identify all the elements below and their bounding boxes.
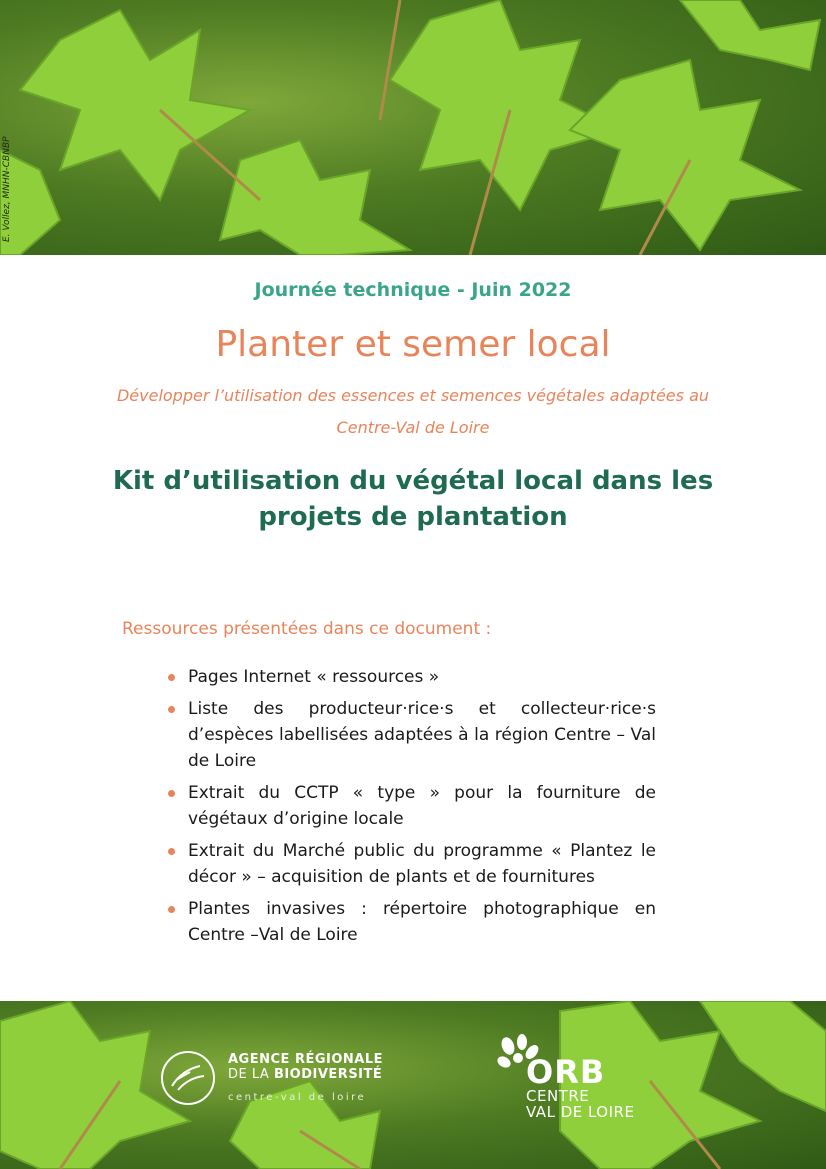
arb-line-1: AGENCE RÉGIONALE bbox=[228, 1052, 383, 1067]
list-item bbox=[166, 696, 656, 774]
arb-logo bbox=[160, 1046, 400, 1116]
list-item bbox=[166, 838, 656, 890]
arb-line-2-bold: BIODIVERSITÉ bbox=[273, 1067, 383, 1082]
list-item bbox=[166, 896, 656, 948]
bullet-icon bbox=[168, 790, 175, 797]
main-title: Planter et semer local bbox=[215, 324, 611, 365]
bullet-icon bbox=[168, 674, 175, 681]
list-item-text: Liste des producteur·rice·s et collecteur·rice·s d’espèces labellisées adaptées à la région Centre – Val de Loire bbox=[188, 699, 656, 771]
top-leaf-banner bbox=[0, 0, 826, 255]
event-date-line: Journée technique - Juin 2022 bbox=[254, 279, 572, 301]
bottom-leaf-banner bbox=[0, 1001, 826, 1169]
orb-line-2: CENTRE bbox=[526, 1087, 590, 1105]
arb-logo-text bbox=[228, 1052, 383, 1103]
arb-line-2 bbox=[228, 1067, 383, 1082]
subtitle: Développer l’utilisation des essences et semences végétales adaptées au Centre-Val de Loire bbox=[116, 386, 710, 437]
kit-title: Kit d’utilisation du végétal local dans les projets de plantation bbox=[112, 466, 714, 532]
list-item-text: Pages Internet « ressources » bbox=[188, 667, 440, 687]
resources-list bbox=[166, 664, 656, 954]
resources-heading: Ressources présentées dans ce document : bbox=[122, 619, 492, 639]
bullet-icon bbox=[168, 706, 175, 713]
list-item-text: Extrait du CCTP « type » pour la fourniture de végétaux d’origine locale bbox=[188, 783, 656, 829]
arb-line-2-prefix: DE LA bbox=[228, 1067, 274, 1082]
arb-line-3: centre-val de loire bbox=[228, 1092, 367, 1103]
leaf-pattern-bottom bbox=[0, 1001, 826, 1169]
leaf-pattern-top bbox=[0, 0, 826, 255]
list-item-text: Plantes invasives : répertoire photographique en Centre –Val de Loire bbox=[188, 899, 656, 945]
orb-acronym: ORB bbox=[526, 1053, 606, 1091]
orb-logo bbox=[494, 1034, 664, 1134]
arb-emblem-icon bbox=[160, 1050, 216, 1106]
list-item bbox=[166, 664, 656, 690]
orb-logo-text bbox=[526, 1053, 635, 1121]
bullet-icon bbox=[168, 848, 175, 855]
orb-line-3: VAL DE LOIRE bbox=[526, 1103, 635, 1121]
bullet-icon bbox=[168, 906, 175, 913]
list-item-text: Extrait du Marché public du programme « Plantez le décor » – acquisition de plants et de fournitures bbox=[188, 841, 656, 887]
list-item bbox=[166, 780, 656, 832]
photo-credit: E. Vollez, MNHN-CBNBP bbox=[2, 136, 12, 242]
